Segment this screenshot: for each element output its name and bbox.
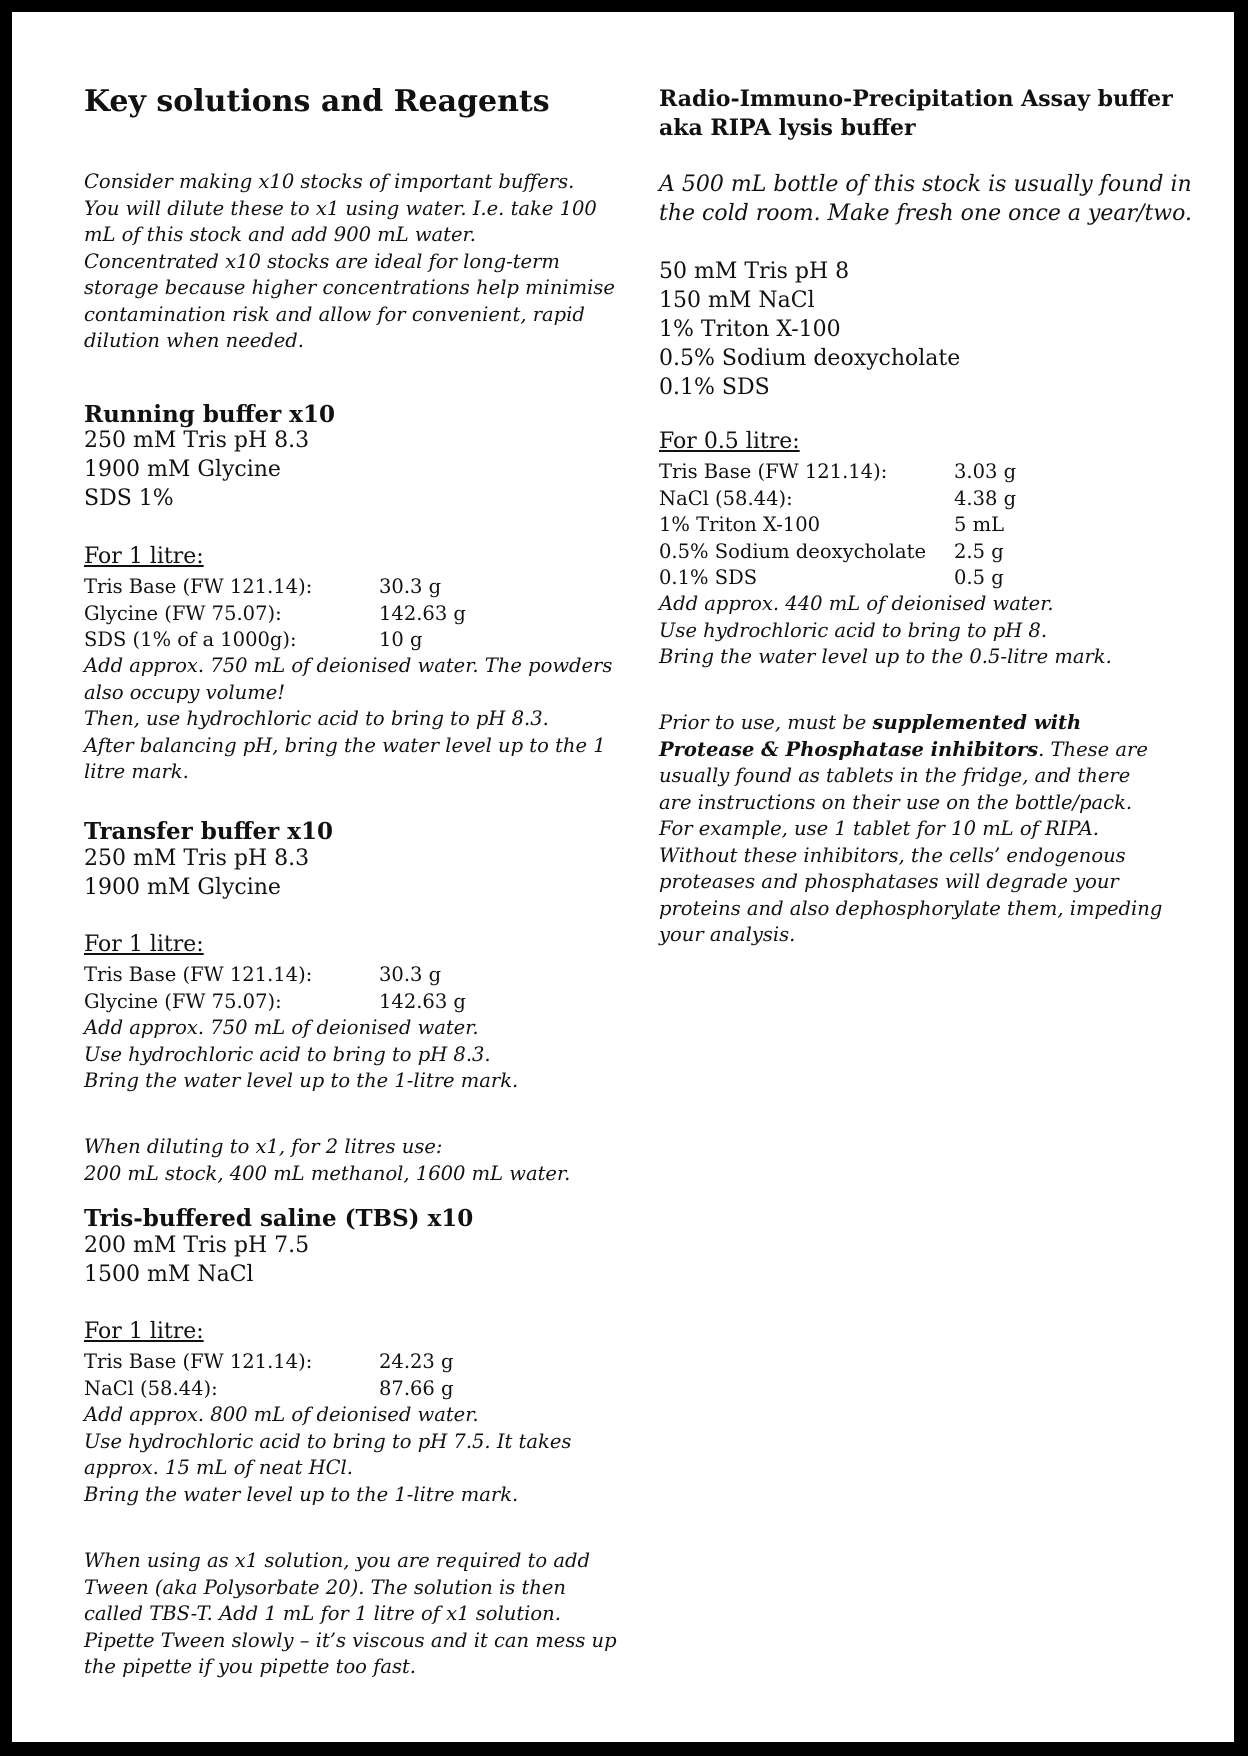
table-row: NaCl (58.44): 4.38 g: [659, 486, 1017, 510]
transfer-buffer-components: [84, 844, 309, 902]
text-line: storage because higher concentrations help minimise: [84, 276, 615, 299]
text-line: When using as x1 solution, you are required to add: [84, 1549, 590, 1572]
text-line: approx. 15 mL of neat HCl.: [84, 1456, 353, 1479]
table-row: SDS (1% of a 1000g): 10 g: [84, 628, 423, 651]
table-row: Tris Base (FW 121.14): 3.03 g: [659, 460, 1017, 483]
text-line: Concentrated x10 stocks are ideal for long-term: [84, 249, 560, 273]
table-row: NaCl (58.44): 87.66 g: [84, 1376, 454, 1400]
text-line: contamination risk and allow for convenient, rapid: [84, 302, 585, 326]
text-line: mL of this stock and add 900 mL water.: [84, 223, 476, 246]
text-line: Add approx. 800 mL of deionised water.: [84, 1403, 479, 1426]
component-line: SDS 1%: [84, 486, 174, 511]
tbs-heading: Tris-buffered saline (TBS) x10: [84, 1205, 474, 1232]
text-line: Without these inhibitors, the cells’ endogenous: [659, 843, 1126, 867]
ripa-notes: [659, 591, 1112, 671]
text-line: your analysis.: [659, 923, 796, 946]
text-line: Add approx. 440 mL of deionised water.: [659, 592, 1054, 615]
table-row: Tris Base (FW 121.14): 24.23 g: [84, 1350, 454, 1373]
running-buffer-recipe-table: [84, 574, 466, 654]
component-line: 250 mM Tris pH 8.3: [84, 428, 310, 453]
text-line: Use hydrochloric acid to bring to pH 8.: [659, 618, 1048, 642]
text-line: proteases and phosphatases will degrade your: [659, 870, 1119, 893]
component-line: 0.1% SDS: [659, 375, 770, 400]
inhibitor-emphasis: supplemented with Protease & Phosphatase inhibitors: [659, 711, 1082, 761]
text-line: When diluting to x1, for 2 litres use:: [84, 1135, 443, 1158]
ripa-intro: [659, 170, 1192, 228]
tbs-notes: [84, 1402, 571, 1508]
ripa-for-label: For 0.5 litre:: [659, 429, 800, 454]
text-line: dilution when needed.: [84, 329, 304, 352]
component-line: 200 mM Tris pH 7.5: [84, 1233, 310, 1258]
tbs-for-label: For 1 litre:: [84, 1319, 204, 1344]
text-line: 200 mL stock, 400 mL methanol, 1600 mL water.: [84, 1161, 571, 1185]
transfer-buffer-dilution: [84, 1134, 570, 1187]
heading-line: aka RIPA lysis buffer: [659, 115, 916, 141]
transfer-buffer-recipe-table: [84, 962, 466, 1015]
heading-line: Radio-Immuno-Precipitation Assay buffer: [659, 86, 1173, 112]
table-row: 0.5% Sodium deoxycholate 2.5 g: [659, 539, 1004, 563]
ripa-example-note: [659, 816, 1162, 949]
table-row: Tris Base (FW 121.14): 30.3 g: [84, 963, 442, 986]
text-line: Use hydrochloric acid to bring to pH 7.5. It takes: [84, 1429, 572, 1453]
text-line: the cold room. Make fresh one once a year/two.: [659, 201, 1192, 226]
component-line: 50 mM Tris pH 8: [659, 259, 850, 284]
text-line: litre mark.: [84, 760, 189, 783]
ripa-recipe-table: [659, 459, 1016, 592]
text-line: Add approx. 750 mL of deionised water.: [84, 1016, 479, 1039]
text-line: After balancing pH, bring the water level up to the 1: [84, 733, 606, 757]
ripa-components: [659, 257, 960, 402]
component-line: 1900 mM Glycine: [84, 875, 281, 900]
transfer-buffer-notes: [84, 1015, 518, 1095]
tbs-components: [84, 1231, 309, 1289]
text-line: Then, use hydrochloric acid to bring to pH 8.3.: [84, 707, 549, 730]
text-line: proteins and also dephosphorylate them, impeding: [659, 896, 1163, 920]
component-line: 150 mM NaCl: [659, 288, 815, 313]
text-line: Consider making x10 stocks of important buffers.: [84, 170, 575, 193]
tbs-recipe-table: [84, 1349, 454, 1402]
running-buffer-for-label: For 1 litre:: [84, 544, 204, 569]
text-line: Bring the water level up to the 1-litre mark.: [84, 1482, 519, 1506]
text-line: For example, use 1 tablet for 10 mL of RIPA.: [659, 817, 1099, 840]
text-line: called TBS-T. Add 1 mL for 1 litre of x1 solution.: [84, 1602, 561, 1625]
ripa-heading: [659, 85, 1173, 143]
table-row: 1% Triton X-100 5 mL: [659, 513, 1005, 536]
running-buffer-components: [84, 426, 309, 513]
text-line: Pipette Tween slowly – it’s viscous and it can mess up: [84, 1628, 617, 1652]
component-line: 1500 mM NaCl: [84, 1262, 254, 1287]
component-line: 250 mM Tris pH 8.3: [84, 846, 310, 871]
component-line: 0.5% Sodium deoxycholate: [659, 346, 961, 371]
text-line: You will dilute these to x1 using water. I.e. take 100: [84, 196, 597, 220]
text-line: Use hydrochloric acid to bring to pH 8.3.: [84, 1042, 491, 1066]
text-line: Bring the water level up to the 0.5-litre mark.: [659, 645, 1112, 668]
component-line: 1% Triton X-100: [659, 317, 841, 342]
running-buffer-heading: Running buffer x10: [84, 401, 335, 428]
document-page: [12, 12, 1234, 1742]
ripa-inhibitor-paragraph: Prior to use, must be supplemented with Protease & Phosphatase inhibitors. These are usually found as tablets in the fridge, and there are instructions on their use on the bottle/pack.: [659, 711, 1148, 814]
text-line: Bring the water level up to the 1-litre mark.: [84, 1069, 519, 1092]
table-row: Glycine (FW 75.07): 142.63 g: [84, 601, 466, 625]
transfer-buffer-heading: Transfer buffer x10: [84, 818, 333, 845]
text-line: A 500 mL bottle of this stock is usually found in: [659, 172, 1192, 197]
intro-paragraph: [84, 169, 615, 355]
text-line: the pipette if you pipette too fast.: [84, 1655, 417, 1678]
running-buffer-notes: [84, 653, 612, 786]
tbs-tween-note: [84, 1548, 617, 1681]
text-line: Tween (aka Polysorbate 20). The solution is then: [84, 1575, 566, 1599]
transfer-buffer-for-label: For 1 litre:: [84, 932, 204, 957]
table-row: Tris Base (FW 121.14): 30.3 g: [84, 575, 442, 598]
table-row: Glycine (FW 75.07): 142.63 g: [84, 989, 466, 1013]
page-title: Key solutions and Reagents: [84, 84, 550, 119]
component-line: 1900 mM Glycine: [84, 457, 281, 482]
table-row: 0.1% SDS 0.5 g: [659, 566, 1004, 589]
text-line: also occupy volume!: [84, 680, 286, 704]
text-line: Add approx. 750 mL of deionised water. The powders: [84, 654, 613, 677]
